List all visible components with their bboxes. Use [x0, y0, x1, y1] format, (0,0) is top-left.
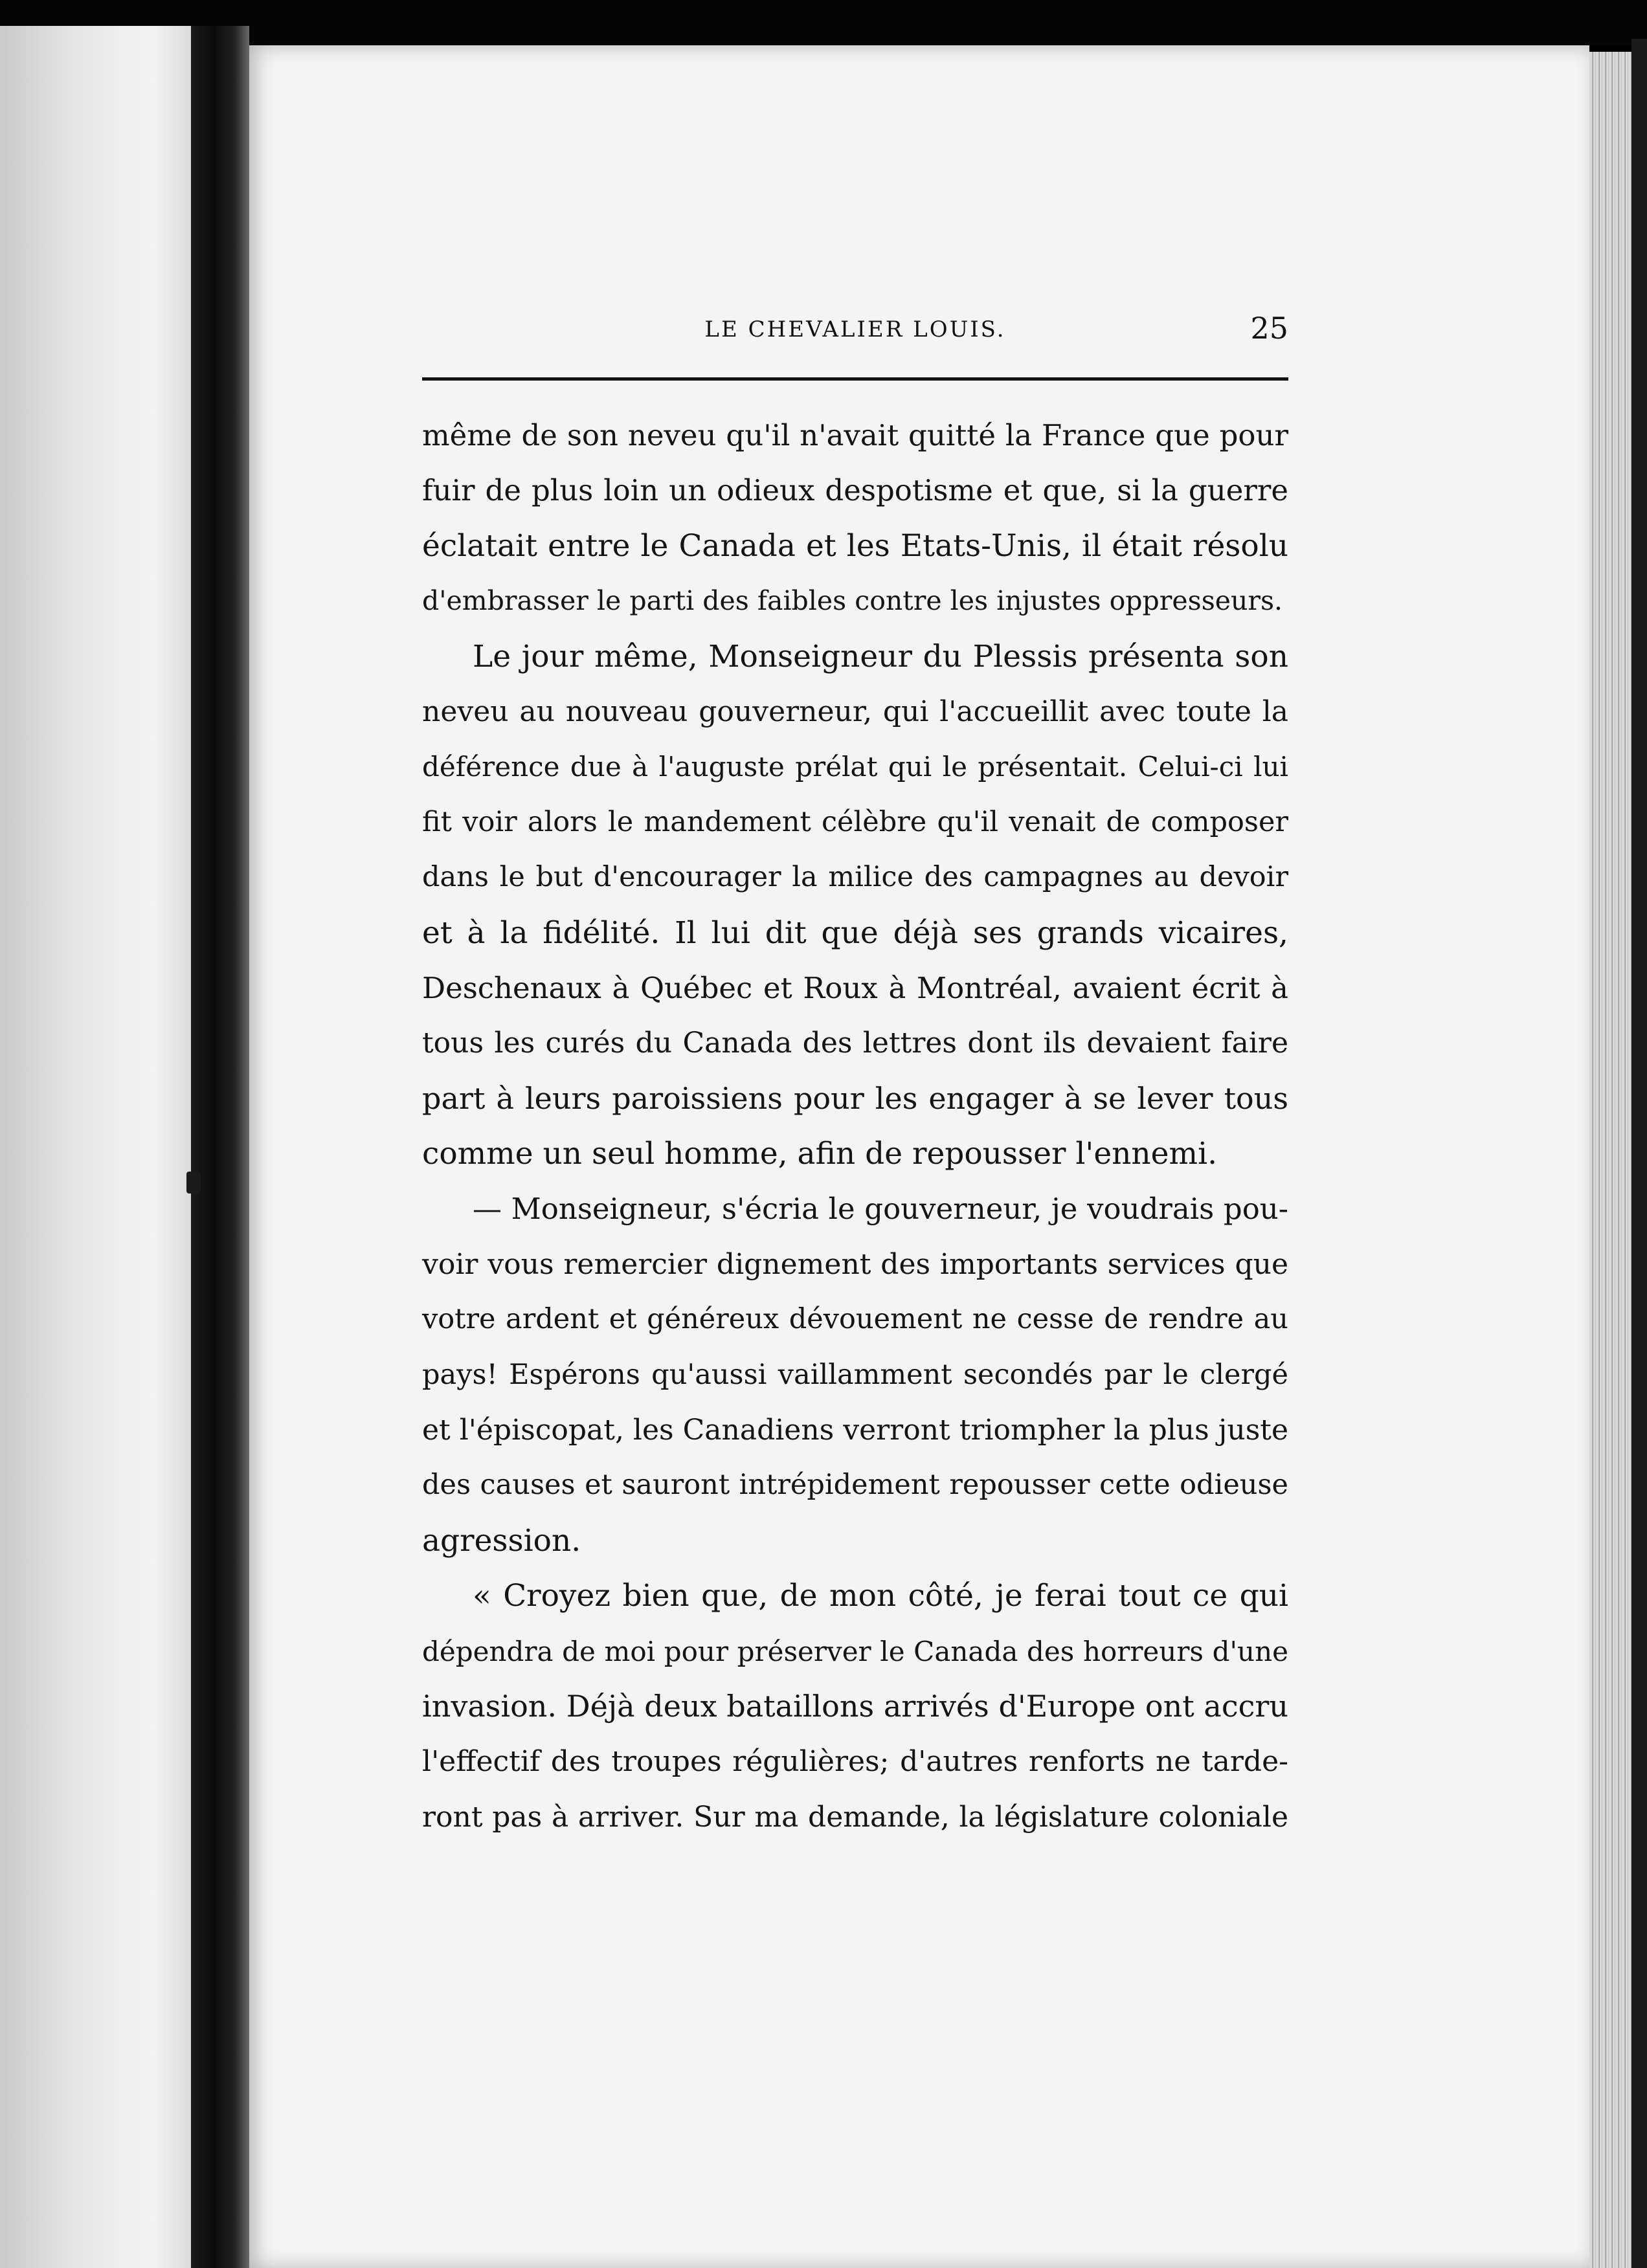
- text-line: ront pas à arriver. Sur ma demande, la législature coloniale: [422, 1800, 1288, 1834]
- scan-right-border: [1631, 39, 1647, 2268]
- binding-gutter: [191, 26, 249, 2268]
- text-line: neveu au nouveau gouverneur, qui l'accueillit avec toute la: [422, 695, 1288, 728]
- text-line: Le jour même, Monseigneur du Plessis présenta son: [473, 638, 1288, 674]
- text-line: tous les curés du Canada des lettres dont ils devaient faire: [422, 1027, 1288, 1060]
- text-line: comme un seul homme, afin de repousser l'ennemi.: [422, 1136, 1218, 1172]
- text-line: éclatait entre le Canada et les Etats-Unis, il était résolu: [422, 528, 1288, 564]
- text-line: part à leurs paroissiens pour les engager à se lever tous: [422, 1080, 1288, 1116]
- text-line: fit voir alors le mandement célèbre qu'il venait de composer: [422, 805, 1288, 838]
- text-line: fuir de plus loin un odieux despotisme et que, si la guerre: [422, 473, 1288, 508]
- text-line: même de son neveu qu'il n'avait quitté la France que pour: [422, 418, 1288, 452]
- text-line: dans le but d'encourager la milice des campagnes au devoir: [422, 861, 1288, 894]
- running-head: [422, 309, 1288, 355]
- body-text: [422, 408, 1288, 1845]
- text-line: déférence due à l'auguste prélat qui le présentait. Celui-ci lui: [422, 751, 1288, 783]
- text-line: Deschenaux à Québec et Roux à Montréal, avaient écrit à: [422, 970, 1288, 1005]
- text-line: des causes et sauront intrépidement repousser cette odieuse: [422, 1469, 1288, 1502]
- text-line: votre ardent et généreux dévouement ne cesse de rendre au: [422, 1303, 1288, 1336]
- text-line: dépendra de moi pour préserver le Canada des horreurs d'une: [422, 1635, 1288, 1667]
- text-line: « Croyez bien que, de mon côté, je ferai tout ce qui: [473, 1578, 1288, 1614]
- text-line: et l'épiscopat, les Canadiens verront triompher la plus juste: [422, 1414, 1288, 1447]
- facing-page: [0, 26, 191, 2268]
- binding-clip: [186, 1172, 201, 1194]
- header-rule: [422, 377, 1288, 381]
- text-line: l'effectif des troupes régulières; d'autres renforts ne tarde-: [422, 1745, 1288, 1779]
- running-title: LE CHEVALIER LOUIS.: [704, 317, 1006, 342]
- text-line: pays! Espérons qu'aussi vaillamment secondés par le clergé: [422, 1358, 1288, 1391]
- page-number: 25: [1250, 311, 1288, 346]
- text-line: et à la fidélité. Il lui dit que déjà ses grands vicaires,: [422, 915, 1288, 951]
- text-line: d'embrasser le parti des faibles contre les injustes oppresseurs.: [422, 585, 1283, 617]
- text-line: — Monseigneur, s'écria le gouverneur, je voudrais pou-: [473, 1192, 1288, 1227]
- text-line: agression.: [422, 1522, 581, 1559]
- text-line: voir vous remercier dignement des importants services que: [422, 1247, 1288, 1281]
- text-line: invasion. Déjà deux bataillons arrivés d'Europe ont accru: [422, 1688, 1288, 1724]
